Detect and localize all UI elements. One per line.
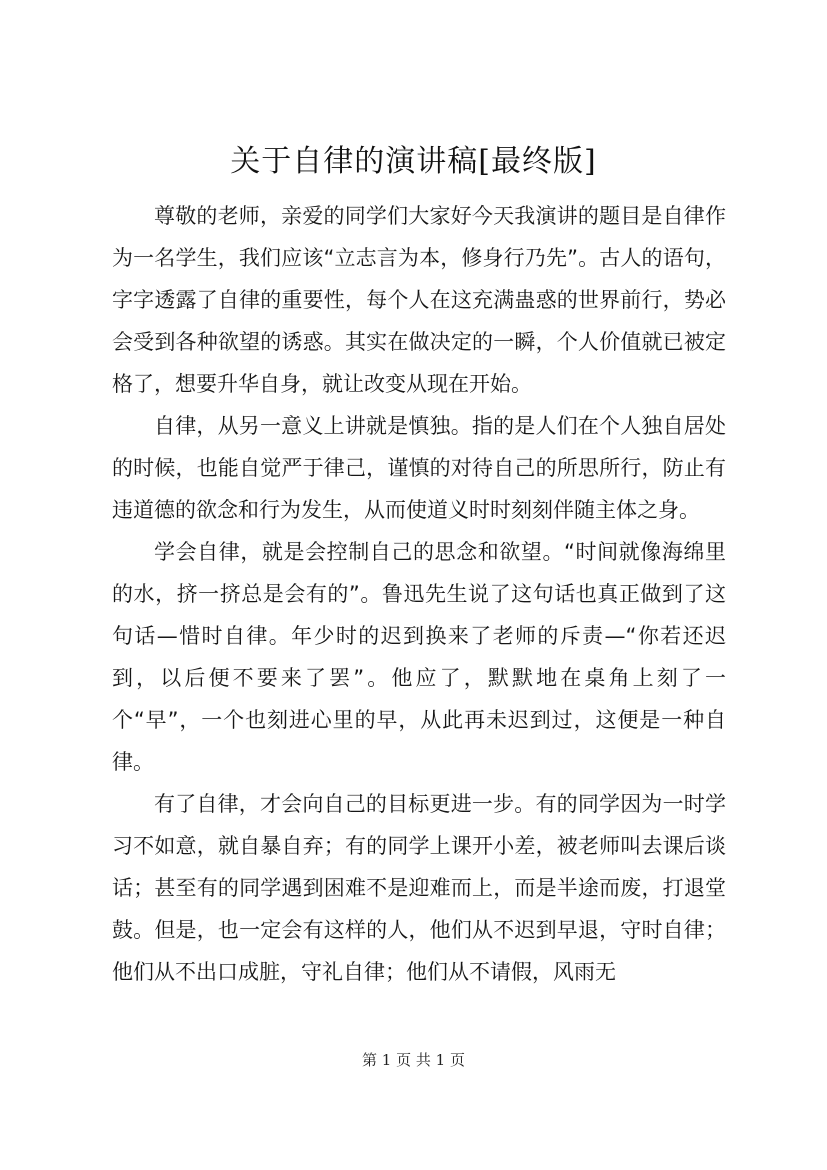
document-title: 关于自律的演讲稿[最终版] [230, 144, 597, 179]
paragraph-2: 自律，从另一意义上讲就是慎独。指的是人们在个人独自居处的时候，也能自觉严于律己，谨慎的对待自己的所思所行，防止有违道德的欲念和行为发生，从而使道义时时刻刻伴随主体之身。 [112, 414, 726, 522]
paragraph-4: 有了自律，才会向自己的目标更进一步。有的同学因为一时学习不如意，就自暴自弃；有的同学上课开小差，被老师叫去课后谈话；甚至有的同学遇到困难不是迎难而上，而是半途而废，打退堂鼓。但是，也一定会有这样的人，他们从不迟到早退，守时自律；他们从不出口成脏，守礼自律；他们从不请假，风雨无 [112, 792, 726, 984]
paragraph-1: 尊敬的老师，亲爱的同学们大家好今天我演讲的题目是自律作为一名学生，我们应该“立志言为本，修身行乃先”。古人的语句，字字透露了自律的重要性，每个人在这充满蛊惑的世界前行，势必会受到各种欲望的诱惑。其实在做决定的一瞬，个人价值就已被定格了，想要升华自身，就让改变从现在开始。 [112, 204, 726, 396]
paragraph-3: 学会自律，就是会控制自己的思念和欲望。“时间就像海绵里的水，挤一挤总是会有的”。鲁迅先生说了这句话也真正做到了这句话—惜时自律。年少时的迟到换来了老师的斥责—“你若还迟到，以后便不要来了罢”。他应了，默默地在桌角上刻了一个“早”，一个也刻进心里的早，从此再未迟到过，这便是一种自律。 [112, 540, 726, 774]
document-body [112, 195, 726, 993]
page-number-footer: 第 1 页 共 1 页 [362, 1051, 465, 1069]
